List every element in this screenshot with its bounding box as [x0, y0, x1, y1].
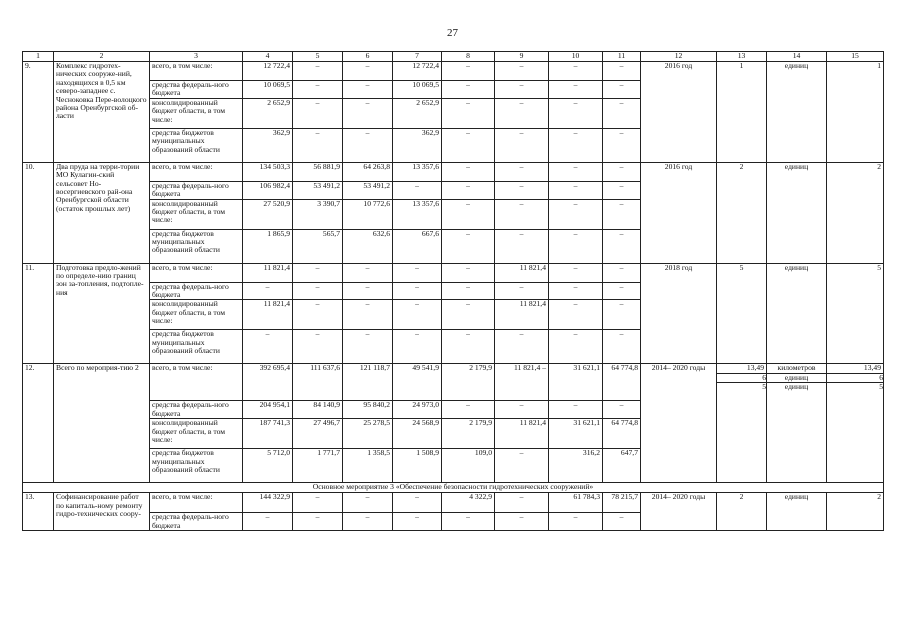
amount-cell: 64 774,8	[603, 419, 641, 449]
funding-source-label: консолидированный бюджет области, в том числе:	[150, 199, 243, 229]
amount-cell: –	[442, 300, 495, 330]
funding-source-label: всего, в том числе:	[150, 493, 243, 513]
amount-cell: 1 865,9	[243, 229, 293, 263]
page-number: 27	[447, 27, 458, 39]
amount-cell: –	[603, 282, 641, 300]
amount-cell: 3 390,7	[293, 199, 343, 229]
row-number: 10.	[23, 162, 54, 263]
amount-cell: –	[293, 128, 343, 162]
funding-source-label: средства бюджетов муниципальных образований области	[150, 128, 243, 162]
amount-cell: 24 568,9	[393, 419, 442, 449]
amount-cell: –	[603, 181, 641, 199]
amount-cell: 2 652,9	[393, 98, 442, 128]
amount-cell: 362,9	[393, 128, 442, 162]
indicator-value	[827, 364, 884, 483]
col-header: 4	[243, 52, 293, 62]
amount-cell: 27 496,7	[293, 419, 343, 449]
amount-cell: –	[495, 98, 549, 128]
amount-cell: –	[293, 98, 343, 128]
amount-cell: –	[549, 98, 603, 128]
row-number: 9.	[23, 62, 54, 163]
amount-cell: –	[549, 162, 603, 181]
indicator-text: 5	[827, 382, 884, 391]
funding-source-label: средства бюджетов муниципальных образований области	[150, 449, 243, 483]
amount-cell: –	[495, 162, 549, 181]
amount-cell: –	[442, 199, 495, 229]
indicator-text: 13,49	[746, 363, 764, 373]
amount-cell: –	[393, 493, 442, 513]
amount-cell: 2 179,9	[442, 364, 495, 401]
amount-cell: –	[495, 181, 549, 199]
funding-source-label: средства бюджетов муниципальных образований области	[150, 229, 243, 263]
amount-cell: –	[495, 513, 549, 531]
amount-cell: –	[343, 282, 393, 300]
amount-cell: –	[442, 401, 495, 419]
amount-cell: –	[442, 513, 495, 531]
amount-cell: –	[343, 263, 393, 282]
item-name: Два пруда на терри-тории МО Кулагин-ский сельсовет Но-восергиевского рай-она Оренбургской области (остаток прошлых лет)	[54, 162, 150, 263]
amount-cell: –	[442, 81, 495, 99]
amount-cell: –	[549, 128, 603, 162]
indicator-text: 6	[827, 373, 884, 382]
amount-cell: –	[442, 181, 495, 199]
amount-cell: 187 741,3	[243, 419, 293, 449]
funding-source-label: консолидированный бюджет области, в том числе:	[150, 300, 243, 330]
funding-source-label: средства федераль-ного бюджета	[150, 181, 243, 199]
amount-cell: –	[603, 62, 641, 81]
amount-cell: 2 652,9	[243, 98, 293, 128]
unit-text: единиц	[767, 373, 827, 382]
col-header: 5	[293, 52, 343, 62]
amount-cell: 53 491,2	[343, 181, 393, 199]
period-cell: 2018 год	[641, 263, 717, 364]
amount-cell: –	[549, 62, 603, 81]
table-row	[23, 364, 884, 401]
amount-cell: –	[442, 263, 495, 282]
item-name: Всего по мероприя-тию 2	[54, 364, 150, 483]
amount-cell: 10 069,5	[393, 81, 442, 99]
amount-cell: –	[495, 449, 549, 483]
amount-cell: –	[495, 81, 549, 99]
amount-cell: 2 179,9	[442, 419, 495, 449]
amount-cell: –	[343, 493, 393, 513]
amount-cell: 144 322,9	[243, 493, 293, 513]
unit-text: километров	[777, 363, 816, 373]
indicator-value: 2	[827, 493, 884, 531]
amount-cell: 24 973,0	[393, 401, 442, 419]
unit-cell: единиц	[767, 162, 827, 263]
amount-cell: –	[603, 513, 641, 531]
amount-cell: –	[603, 98, 641, 128]
amount-cell: 13 357,6	[393, 199, 442, 229]
amount-cell: –	[603, 128, 641, 162]
amount-cell: 84 140,9	[293, 401, 343, 419]
table-body	[23, 62, 884, 531]
amount-cell: 121 118,7	[343, 364, 393, 401]
amount-cell: 667,6	[393, 229, 442, 263]
col-header: 10	[549, 52, 603, 62]
amount-cell: 11 821,4 –	[495, 364, 549, 401]
amount-cell: –	[243, 330, 293, 364]
amount-cell: –	[343, 128, 393, 162]
funding-source-label: всего, в том числе:	[150, 364, 243, 401]
amount-cell: 362,9	[243, 128, 293, 162]
amount-cell: –	[495, 62, 549, 81]
col-header: 11	[603, 52, 641, 62]
amount-cell: –	[343, 98, 393, 128]
amount-cell: –	[495, 128, 549, 162]
amount-cell: –	[442, 229, 495, 263]
amount-cell: 11 821,4	[495, 263, 549, 282]
amount-cell: 64 263,8	[343, 162, 393, 181]
period-cell: 2014– 2020 годы	[641, 364, 717, 483]
amount-cell: 111 637,6	[293, 364, 343, 401]
indicator-text: 6	[717, 373, 767, 382]
amount-cell: –	[393, 181, 442, 199]
amount-cell: –	[442, 162, 495, 181]
funding-source-label: средства бюджетов муниципальных образований области	[150, 330, 243, 364]
amount-cell: –	[549, 401, 603, 419]
col-header: 13	[717, 52, 767, 62]
row-number: 13.	[23, 493, 54, 531]
amount-cell: –	[442, 330, 495, 364]
amount-cell: –	[495, 401, 549, 419]
unit-cell	[767, 364, 827, 483]
amount-cell: 27 520,9	[243, 199, 293, 229]
amount-cell: 204 954,1	[243, 401, 293, 419]
funding-source-label: средства федераль-ного бюджета	[150, 513, 243, 531]
table-row	[23, 62, 884, 81]
indicator-value: 2	[827, 162, 884, 263]
amount-cell: –	[343, 330, 393, 364]
unit-cell: единиц	[767, 62, 827, 163]
amount-cell: –	[603, 81, 641, 99]
unit-cell: единиц	[767, 493, 827, 531]
col-header: 1	[23, 52, 54, 62]
funding-source-label: всего, в том числе:	[150, 162, 243, 181]
section-header-row	[23, 483, 884, 493]
amount-cell: –	[293, 330, 343, 364]
amount-cell: 4 322,9	[442, 493, 495, 513]
amount-cell: –	[293, 300, 343, 330]
funding-source-label: средства федераль-ного бюджета	[150, 282, 243, 300]
amount-cell: –	[293, 62, 343, 81]
amount-cell: –	[293, 493, 343, 513]
col-header: 15	[827, 52, 884, 62]
amount-cell: 61 784,3	[549, 493, 603, 513]
amount-cell: 31 621,1	[549, 419, 603, 449]
amount-cell: 11 821,4	[243, 300, 293, 330]
amount-cell: –	[243, 282, 293, 300]
funding-source-label: консолидированный бюджет области, в том числе:	[150, 419, 243, 449]
amount-cell: 25 278,5	[343, 419, 393, 449]
amount-cell: 10 069,5	[243, 81, 293, 99]
amount-cell: 1 508,9	[393, 449, 442, 483]
table-row	[23, 493, 884, 513]
amount-cell: –	[495, 330, 549, 364]
amount-cell: 11 821,4	[495, 300, 549, 330]
item-name: Софинансирование работ по капиталь-ному ремонту гидро-технических соору-	[54, 493, 150, 531]
funding-source-label: средства федераль-ного бюджета	[150, 401, 243, 419]
col-header: 8	[442, 52, 495, 62]
amount-cell: 106 982,4	[243, 181, 293, 199]
amount-cell: –	[343, 62, 393, 81]
amount-cell: 11 821,4	[495, 419, 549, 449]
amount-cell: –	[343, 81, 393, 99]
col-header: 7	[393, 52, 442, 62]
amount-cell: 13 357,6	[393, 162, 442, 181]
amount-cell: –	[549, 199, 603, 229]
amount-cell: 12 722,4	[243, 62, 293, 81]
table-row	[23, 263, 884, 282]
amount-cell: –	[442, 62, 495, 81]
amount-cell: –	[393, 263, 442, 282]
amount-cell: 134 503,3	[243, 162, 293, 181]
amount-cell: –	[549, 282, 603, 300]
indicator-text: 5	[717, 382, 767, 391]
funding-source-label: консолидированный бюджет области, в том числе:	[150, 98, 243, 128]
row-number: 12.	[23, 364, 54, 483]
amount-cell: –	[549, 330, 603, 364]
amount-cell: –	[243, 513, 293, 531]
amount-cell: –	[442, 128, 495, 162]
section-title: Основное мероприятие 3 «Обеспечение безопасности гидротехнических сооружений»	[23, 483, 884, 493]
amount-cell: –	[549, 81, 603, 99]
amount-cell: 632,6	[343, 229, 393, 263]
amount-cell: –	[343, 300, 393, 330]
amount-cell: 565,7	[293, 229, 343, 263]
funding-source-label: всего, в том числе:	[150, 263, 243, 282]
amount-cell: 109,0	[442, 449, 495, 483]
amount-cell: 53 491,2	[293, 181, 343, 199]
unit-text: единиц	[767, 382, 827, 391]
amount-cell: –	[603, 263, 641, 282]
amount-cell: 1 771,7	[293, 449, 343, 483]
amount-cell: 49 541,9	[393, 364, 442, 401]
col-header: 2	[54, 52, 150, 62]
amount-cell: 95 840,2	[343, 401, 393, 419]
amount-cell: 1 358,5	[343, 449, 393, 483]
indicator-value: 5	[717, 263, 767, 364]
amount-cell: 392 695,4	[243, 364, 293, 401]
amount-cell: 10 772,6	[343, 199, 393, 229]
amount-cell: –	[293, 513, 343, 531]
indicator-value: 1	[717, 62, 767, 163]
amount-cell: –	[393, 300, 442, 330]
column-number-row	[23, 52, 884, 62]
indicator-value: 2	[717, 162, 767, 263]
amount-cell: –	[393, 330, 442, 364]
amount-cell: 11 821,4	[243, 263, 293, 282]
amount-cell: –	[603, 199, 641, 229]
amount-cell: –	[495, 229, 549, 263]
amount-cell: –	[603, 330, 641, 364]
indicator-value: 1	[827, 62, 884, 163]
amount-cell: –	[442, 98, 495, 128]
funding-source-label: средства федераль-ного бюджета	[150, 81, 243, 99]
amount-cell: –	[495, 282, 549, 300]
col-header: 3	[150, 52, 243, 62]
unit-cell: единиц	[767, 263, 827, 364]
amount-cell: –	[549, 300, 603, 330]
amount-cell: 56 881,9	[293, 162, 343, 181]
program-table	[22, 51, 884, 531]
amount-cell: –	[293, 263, 343, 282]
amount-cell: 647,7	[603, 449, 641, 483]
amount-cell: –	[393, 513, 442, 531]
amount-cell: –	[549, 229, 603, 263]
indicator-value: 5	[827, 263, 884, 364]
col-header: 6	[343, 52, 393, 62]
amount-cell: 64 774,8	[603, 364, 641, 401]
amount-cell: –	[603, 401, 641, 419]
amount-cell: –	[293, 81, 343, 99]
period-cell: 2016 год	[641, 62, 717, 163]
indicator-text: 13,49	[863, 363, 881, 373]
row-number: 11.	[23, 263, 54, 364]
amount-cell: –	[442, 282, 495, 300]
table-row	[23, 162, 884, 181]
amount-cell: –	[603, 229, 641, 263]
item-name: Комплекс гидротех-нических сооруже-ний, находящихся в 0,5 км северо-западнее с. Чесноковка Пере-волоцкого района Оренбургской об-ласти	[54, 62, 150, 163]
amount-cell: –	[393, 282, 442, 300]
amount-cell: –	[549, 181, 603, 199]
indicator-value	[717, 364, 767, 483]
amount-cell: –	[293, 282, 343, 300]
amount-cell: –	[549, 513, 603, 531]
col-header: 12	[641, 52, 717, 62]
amount-cell: –	[495, 199, 549, 229]
col-header: 9	[495, 52, 549, 62]
amount-cell: –	[603, 162, 641, 181]
period-cell: 2014– 2020 годы	[641, 493, 717, 531]
amount-cell: 12 722,4	[393, 62, 442, 81]
amount-cell: –	[495, 493, 549, 513]
amount-cell: 78 215,7	[603, 493, 641, 513]
amount-cell: 316,2	[549, 449, 603, 483]
item-name: Подготовка предло-жений по определе-нию границ зон за-топления, подтопле-ния	[54, 263, 150, 364]
amount-cell: 5 712,0	[243, 449, 293, 483]
amount-cell: 31 621,1	[549, 364, 603, 401]
amount-cell: –	[549, 263, 603, 282]
amount-cell: –	[603, 300, 641, 330]
amount-cell: –	[343, 513, 393, 531]
funding-source-label: всего, в том числе:	[150, 62, 243, 81]
indicator-value: 2	[717, 493, 767, 531]
col-header: 14	[767, 52, 827, 62]
period-cell: 2016 год	[641, 162, 717, 263]
